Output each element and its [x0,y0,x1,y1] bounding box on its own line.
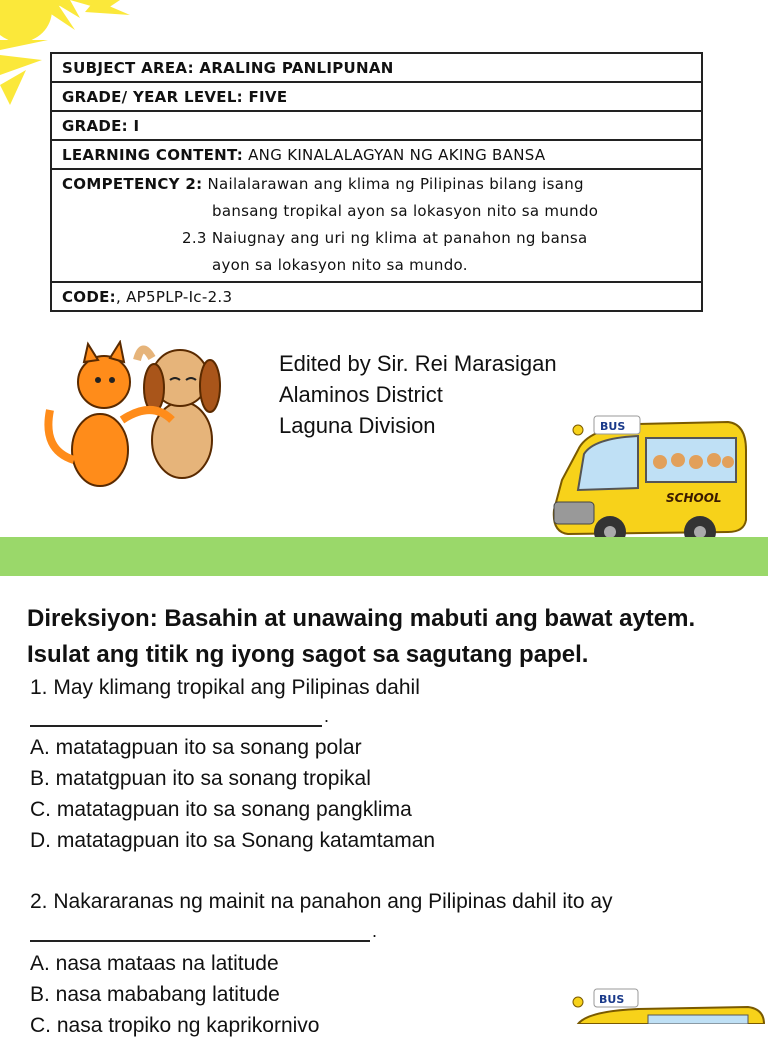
cat-dog-illustration [42,340,242,500]
school-label: SCHOOL [666,491,722,505]
question-2-choice-c: C. nasa tropiko ng kaprikornivo [30,1014,320,1037]
editor-line: Edited by Sir. Rei Marasigan [279,351,557,376]
question-1-choice-a: A. matatagpuan ito sa sonang polar [30,736,362,759]
competency-row: COMPETENCY 2: Nailalarawan ang klima ng Pilipinas bilang isang bansang tropikal ayon sa lokasyon nito sa mundo 2.3 Naiugnay ang uri ng klima at panahon ng bansa ayon sa lokasyon nito sa mundo. [52,170,701,283]
school-bus-illustration-2 [568,985,768,1024]
question-2-choice-b: B. nasa mababang latitude [30,983,280,1006]
division-line: Laguna Division [279,413,436,438]
question-1-choice-c: C. matatagpuan ito sa sonang pangklima [30,798,412,821]
question-1-choice-b: B. matatgpuan ito sa sonang tropikal [30,767,371,790]
divider-bar [0,537,768,576]
grade-row: GRADE: I [52,112,701,141]
learning-content-row: LEARNING CONTENT: ANG KINALALAGYAN NG AKING BANSA [52,141,701,170]
grade-level-row: GRADE/ YEAR LEVEL: FIVE [52,83,701,112]
code-row: CODE:, AP5PLP-Ic-2.3 [62,288,233,306]
question-2-stem: 2. Nakararanas ng mainit na panahon ang Pilipinas dahil ito ay [30,890,613,913]
subject-row: SUBJECT AREA: ARALING PANLIPUNAN [52,54,701,83]
question-1-stem: 1. May klimang tropikal ang Pilipinas dahil [30,676,420,699]
question-1-blank [30,725,322,727]
lesson-info-table [50,52,703,312]
bus-label-2: BUS [599,993,625,1006]
district-line: Alaminos District [279,382,443,407]
credits [279,348,557,441]
question-1-choice-d: D. matatagpuan ito sa Sonang katamtaman [30,829,436,852]
directions-text: Direksiyon: Basahin at unawaing mabuti ang bawat aytem. Isulat ang titik ng iyong sagot sa sagutang papel. [27,605,696,668]
question-2-blank [30,940,370,942]
question-2-choice-a: A. nasa mataas na latitude [30,952,279,975]
bus-label: BUS [600,420,626,433]
